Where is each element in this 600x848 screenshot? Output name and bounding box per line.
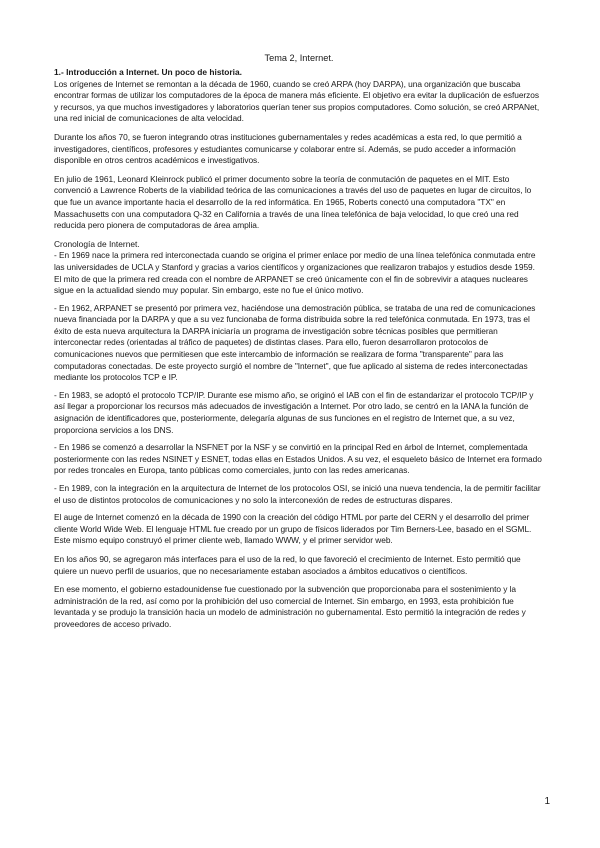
paragraph-nineties: En los años 90, se agregaron más interfaces para el uso de la red, lo que favoreció el crecimiento de Internet. Esto permitió que quiere un nuevo perfil de usuarios, que no necesariamente estaban asociados a ámbitos educativos o científicos. — [54, 553, 521, 576]
paragraph-commercial-use: En ese momento, el gobierno estadounidense fue cuestionado por la subvención que proporcionaba para el sostenimiento y la administración de la red, así como por la prohibición del uso comercial de Internet. Sin embargo, en 1993, esta prohibición fue levantada y se produjo la transición hacia un modelo de administración no gubernamental. Esto permitió la integración de redes y proveedores de acceso privado. — [54, 584, 526, 629]
paragraph-kleinrock: En julio de 1961, Leonard Kleinrock publicó el primer documento sobre la teoría de conmutación de paquetes en el MIT. Esto convenció a Lawrence Roberts de la viabilidad teórica de las comunicaciones a través del uso de paquetes en lugar de circuitos, lo que fue un avance importante hacia el desarrollo de la red informática. En 1965, Roberts conectó una computadora "TX" en Massachusetts con una computadora Q-32 en California a través de una línea telefónica de baja velocidad, lo que creó una red reducida pero pionera de computadoras de área amplia. — [54, 173, 532, 231]
paragraph-seventies: Durante los años 70, se fueron integrando otras instituciones gubernamentales y redes académicas a esta red, lo que permitió a investigadores, científicos, profesores y estudiantes comunicarse y colaborar entre sí. Además, se pudo acceder a información disponible en otros centros académicos e investigativos. — [54, 131, 522, 166]
timeline-item-1986: - En 1986 se comenzó a desarrollar la NSFNET por la NSF y se convirtió en la principal Red en árbol de Internet, complementada posteriormente con las redes NSINET y ESNET, todas ellas en Estados Unidos. A su vez, el esqueleto básico de Internet era formado por redes troncales en Europa, tanto públicas como comerciales, junto con las redes americanas. — [54, 442, 542, 476]
section-heading-introduction: 1.- Introducción a Internet. Un poco de historia. — [54, 67, 242, 77]
timeline-item-1989: - En 1989, con la integración en la arquitectura de Internet de los protocolos OSI, se inició una nueva tendencia, la de permitir facilitar el uso de distintos protocolos de comunicaciones y no solo la interconexión de redes de estructuras dispares. — [54, 483, 541, 505]
section-heading-chronology: Cronología de Internet. — [54, 238, 140, 249]
document-title: Tema 2, Internet. — [264, 53, 334, 63]
paragraph-arpa-origins: Los orígenes de Internet se remontan a la década de 1960, cuando se creó ARPA (hoy DARPA), una organización que buscaba encontrar formas de utilizar los computadores de la época de manera más eficiente. El objetivo era evitar la duplicación de esfuerzos y recursos, ya que muchos investigadores y laboratorios querían tener sus propios computadores. Como solución, se creó ARPANet, una red inicial de comunicaciones de alta velocidad. — [54, 78, 540, 124]
timeline-item-1983: - En 1983, se adoptó el protocolo TCP/IP. Durante ese mismo año, se originó el IAB con el fin de estandarizar el protocolo TCP/IP y así llegar a proporcionar los recursos más adecuados de investigación a Internet. Por otro lado, se centró en la IANA la función de asignación de identificadores que, posteriormente, delegaría algunas de sus funciones en el registro de Internet que, a su vez, proporciona servicios a los DNS. — [54, 389, 534, 435]
timeline-item-1962: - En 1962, ARPANET se presentó por primera vez, haciéndose una demostración pública, se trataba de una red de comunicaciones nueva financiada por la DARPA y que a su vez funcionaba de forma distribuida sobre la red telefónica conmutada. En 1973, tras el éxito de esta nueva arquitectura la DARPA iniciaría un programa de investigación sobre técnicas posibles que permitieran interconectar redes (orientadas al tráfico de paquetes) de distintas clases. Para ello, fueron desarrollaron protocolos de comunicaciones nuevos que permitiesen que este intercambio de información se realizara de forma "transparente" para las computadoras conectadas. De este proyecto surgió el nombre de "Internet", que fue aplicado al sistema de redes interconectadas mediante los protocolos TCP e IP. — [54, 302, 536, 383]
page-number: 1 — [544, 796, 550, 807]
timeline-item-1969: - En 1969 nace la primera red interconectada cuando se origina el primer enlace por medio de una línea telefónica conmutada entre las universidades de UCLA y Stanford y gracias a varios científicos y organizaciones que realizaron trabajos y estudios desde 1959. El mito de que la primera red creada con el nombre de ARPANET se creó únicamente con el fin de sobrevivir a ataques nucleares sigue en la actualidad siendo muy popular. Sin embargo, este no fue el único motivo. — [54, 250, 536, 296]
paragraph-html-cern: El auge de Internet comenzó en la década de 1990 con la creación del código HTML por parte del CERN y el desarrollo del primer cliente World Wide Web. El lenguaje HTML fue creado por un grupo de físicos liderados por Tim Berners-Lee, basado en el SGML. Este mismo equipo construyó el primer cliente web, llamado WWW, y el primer servidor web. — [54, 512, 532, 546]
